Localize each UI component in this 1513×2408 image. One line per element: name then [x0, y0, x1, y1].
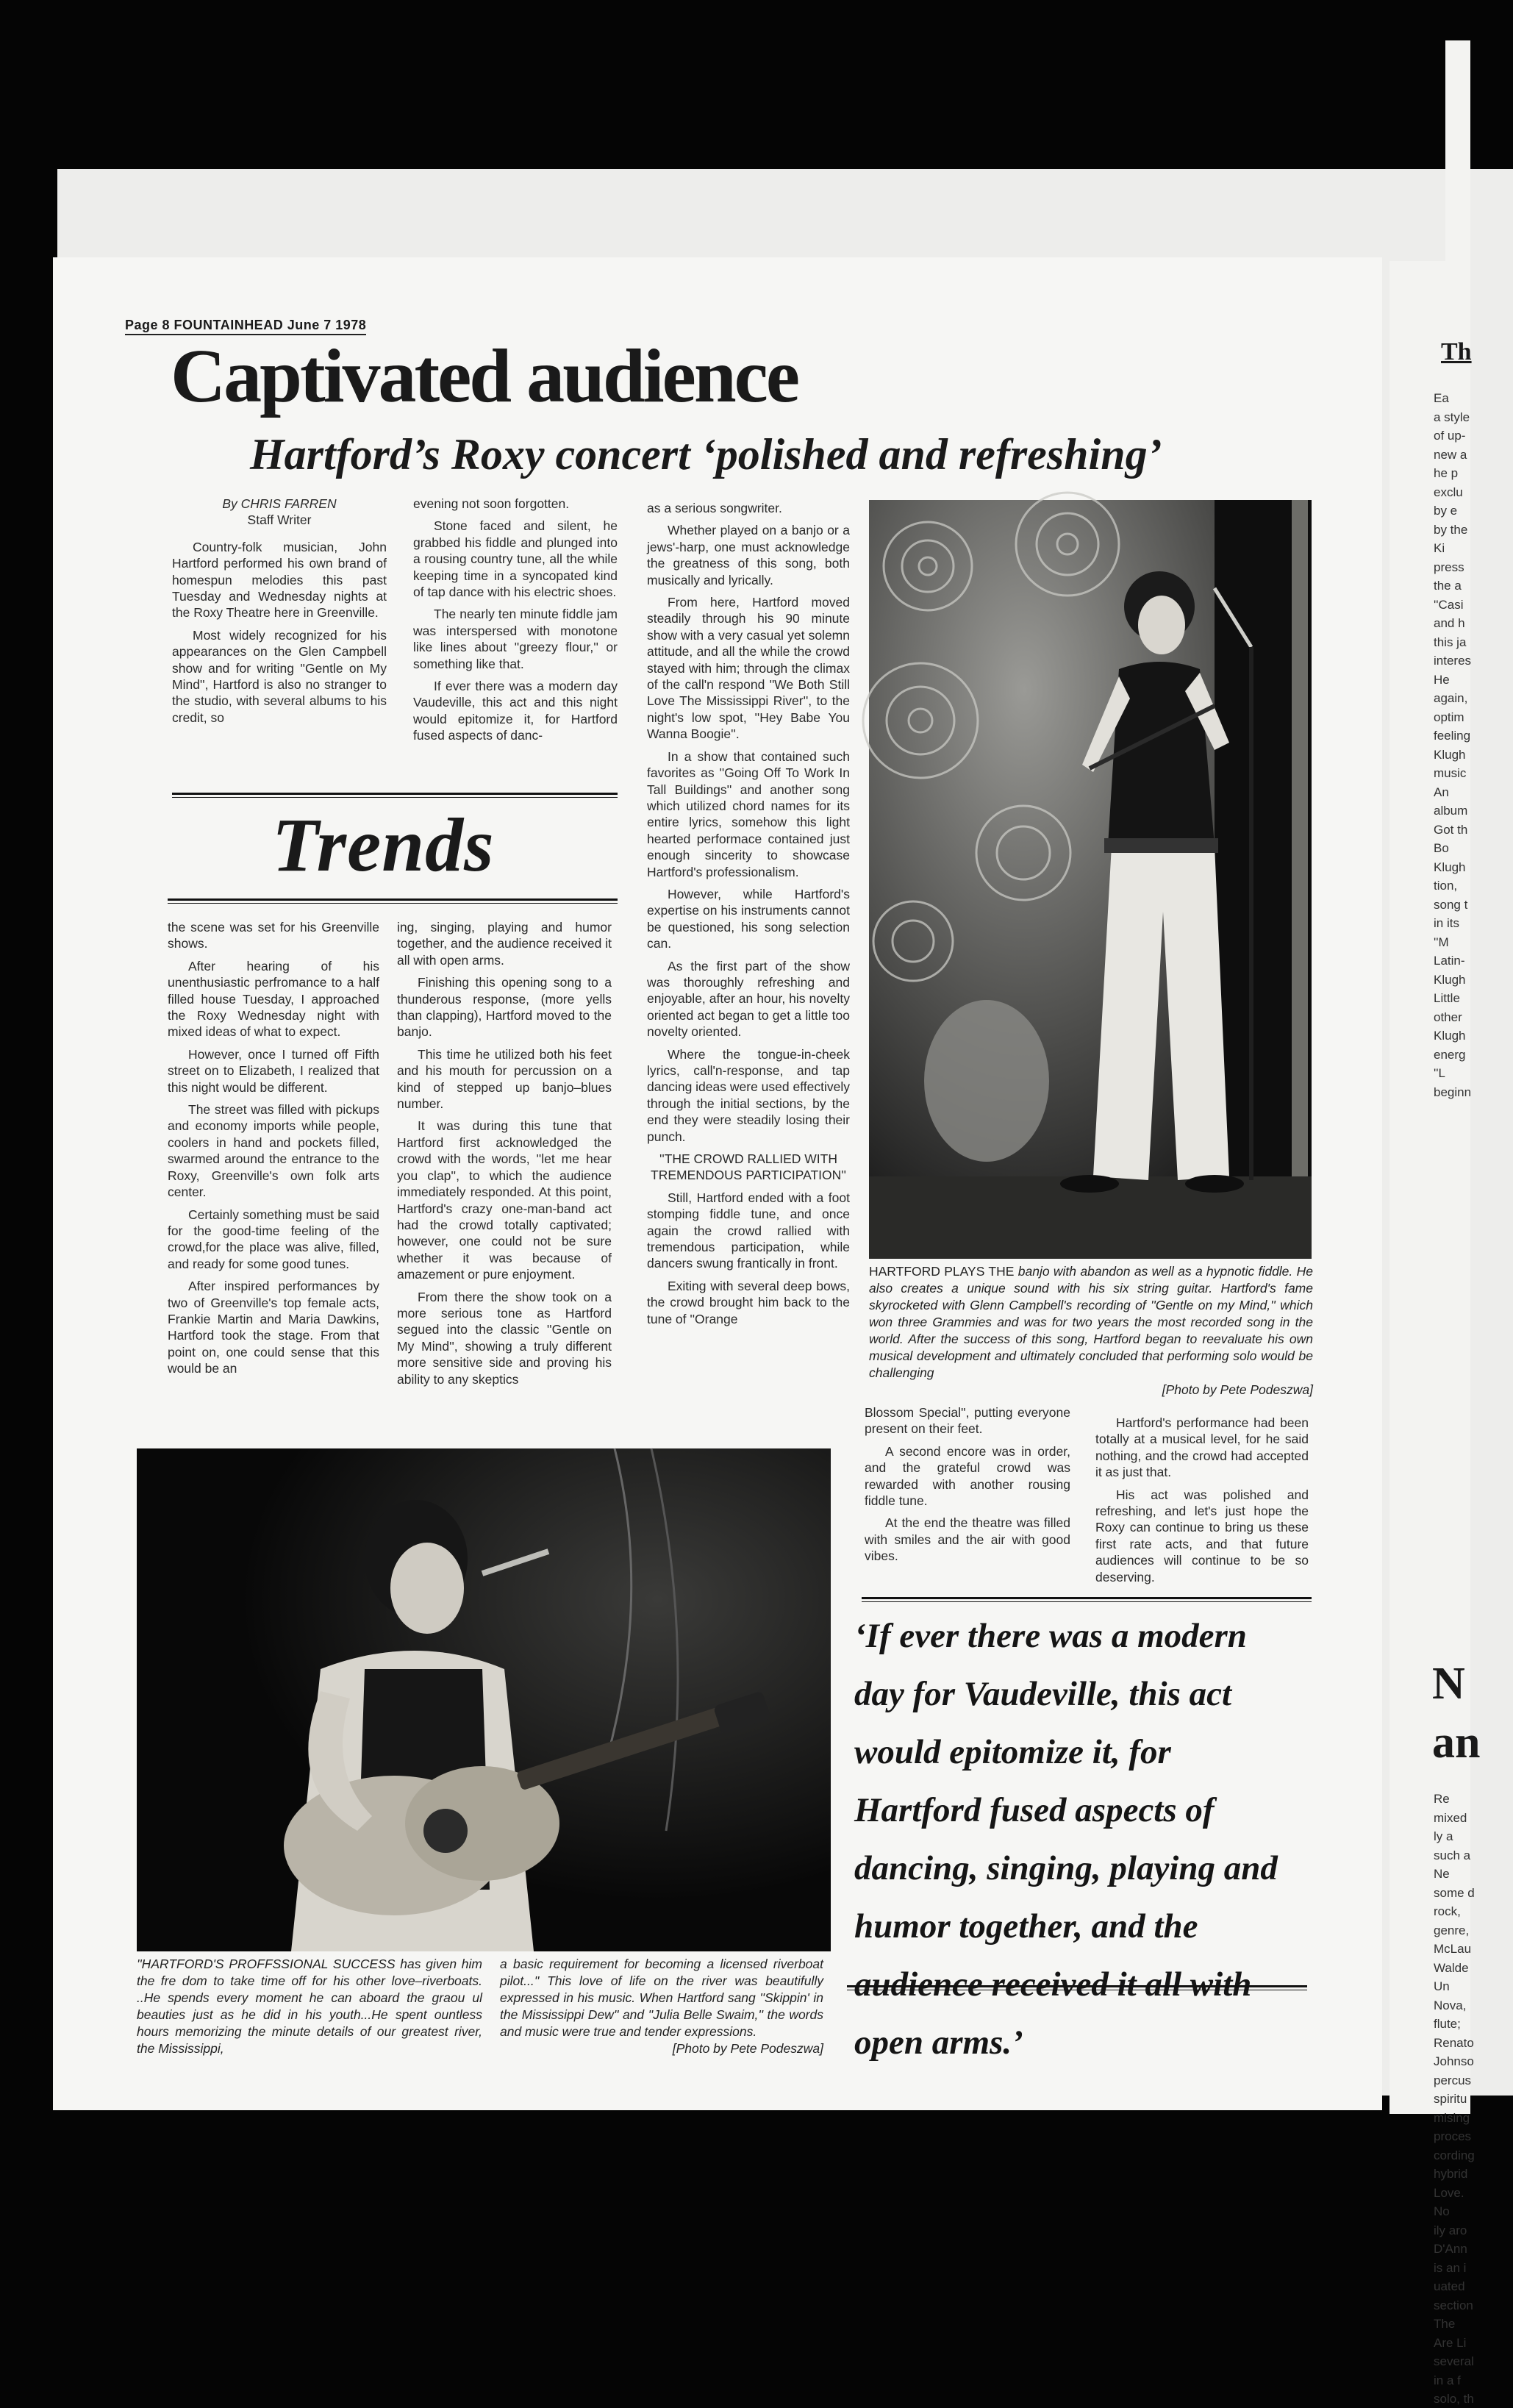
concert-photo-fiddle	[869, 500, 1312, 1259]
paragraph: After inspired performances by two of Greenville's top female acts, Frankie Martin and Maria Dawkins, Hartford took the stage. From that point on, one could sense that this would be an	[168, 1279, 379, 1376]
adjacent-text-line: mixed	[1434, 1810, 1467, 1825]
adjacent-text-line: mising	[1434, 2110, 1470, 2125]
adjacent-page	[1389, 261, 1481, 2406]
paragraph: Whether played on a banjo or a jews'-harp, one must acknowledge the greatness of this song, both musically and lyrically.	[647, 523, 850, 587]
adjacent-text-line: beginn	[1434, 1085, 1472, 1099]
caption-text: a basic requirement for becoming a licensed riverboat pilot...'' This love of life on the river was beautifully expressed in his music. When Hartford sang ''Skippin' in the Mississippi Dew'' and ''Julia Belle Swaim,'' the words and music were true and tender expressions.	[500, 1957, 823, 2039]
adjacent-text-line: Little	[1434, 991, 1460, 1005]
adjacent-text-line: section	[1434, 2298, 1473, 2312]
adjacent-text-line: ly a	[1434, 1829, 1453, 1843]
paragraph: Country-folk musician, John Hartford performed his own brand of homespun melodies this past Tuesday and Wednesday nights at the Roxy Theatre here in Greenville.	[172, 539, 387, 621]
photo-credit: [Photo by Pete Podeszwa]	[1162, 1382, 1313, 1397]
adjacent-text-line: The	[1434, 2317, 1456, 2331]
paragraph: Most widely recognized for his appearances on the Glen Campbell show and for writing ''Gentle on My Mind'', Hartford is also no stranger to the studio, with several albums to his credit, so	[172, 627, 387, 725]
adjacent-text-line: Latin-	[1434, 954, 1465, 968]
adjacent-text-line: ily aro	[1434, 2223, 1467, 2237]
adjacent-text-line: Renato	[1434, 2035, 1474, 2050]
adjacent-text-line: tion,	[1434, 879, 1458, 893]
byline-author: By CHRIS FARREN	[222, 496, 337, 511]
adjacent-text-line: solo, th	[1434, 2392, 1474, 2406]
adjacent-text-line: optim	[1434, 710, 1464, 724]
adjacent-text-line: in its	[1434, 916, 1459, 930]
photo-caption-fiddle	[869, 1263, 1313, 1398]
adjacent-text-line: exclu	[1434, 485, 1463, 499]
paragraph: Stone faced and silent, he grabbed his fiddle and plunged into a rousing country tune, all the while keeping time in a syncopated kind of tap dance with his electric shoes.	[413, 518, 618, 600]
adjacent-text-line: the a	[1434, 579, 1462, 593]
adjacent-text-line: ''Casi	[1434, 597, 1464, 612]
adjacent-text-line: McLau	[1434, 1942, 1472, 1956]
concert-photo-fiddle-image	[869, 500, 1312, 1259]
adjacent-text-line: music	[1434, 766, 1467, 780]
adjacent-text-line: ''M	[1434, 935, 1449, 949]
paragraph: As the first part of the show was thoroughly refreshing and enjoyable, after an hour, his novelty oriented act began to get a little too novelty oriented.	[647, 958, 850, 1040]
adjacent-text-line: Klugh	[1434, 860, 1466, 874]
paragraph: evening not soon forgotten.	[413, 496, 570, 511]
paragraph: Blossom Special'', putting everyone present on their feet.	[865, 1405, 1070, 1437]
adjacent-text-line: other	[1434, 1010, 1462, 1024]
paragraph: ing, singing, playing and humor together, and the audience received it all with open arms.	[397, 920, 612, 968]
adjacent-text-line: Klugh	[1434, 972, 1466, 987]
adjacent-text-line: interes	[1434, 654, 1472, 668]
photo-credit: [Photo by Pete Podeszwa]	[672, 2041, 823, 2056]
paragraph: Hartford's performance had been totally at a musical level, for he said nothing, and the crowd had accepted it as just that.	[1095, 1415, 1309, 1480]
adjacent-text-line: cording	[1434, 2148, 1475, 2162]
crosshead: ''THE CROWD RALLIED WITH TREMENDOUS PARTICIPATION''	[651, 1151, 846, 1183]
adjacent-text-line: Walde	[1434, 1960, 1469, 1975]
adjacent-text-line: and h	[1434, 616, 1465, 630]
adjacent-text-line: rock,	[1434, 1904, 1461, 1918]
adjacent-text-line: is an i	[1434, 2260, 1467, 2275]
adjacent-text-line: song t	[1434, 897, 1468, 912]
article-column-2-top	[413, 496, 618, 744]
adjacent-text-line: Johnso	[1434, 2054, 1474, 2068]
photo-caption-guitar-a: ''HARTFORD'S PROFFSSIONAL SUCCESS has given him the fre dom to take time off for his other love–riverboats. ..He spends every moment he can aboard the graou ul beauties just as he did in his youth...He spent ountless hours memorizing the minute details of our greatest river, the Mississippi,	[137, 1957, 482, 2056]
subheadline: Hartford’s Roxy concert ‘polished and refreshing’	[250, 430, 1162, 479]
paragraph: At the end the theatre was filled with smiles and the air with good vibes.	[865, 1515, 1070, 1564]
adjacent-text-line: flute;	[1434, 2017, 1461, 2031]
adjacent-text-line: Ea	[1434, 391, 1449, 405]
adjacent-text-line: uated	[1434, 2279, 1465, 2293]
adjacent-text-line: by e	[1434, 504, 1458, 518]
article-column-5	[1095, 1415, 1309, 1585]
paragraph: Exiting with several deep bows, the crowd brought him back to the tune of ''Orange	[647, 1278, 850, 1326]
paragraph: Certainly something must be said for the good-time feeling of the crowd,for the place was alive, filled, and ready for some good tunes.	[168, 1207, 379, 1271]
page-corner	[1445, 40, 1470, 261]
article-column-2-bottom	[397, 919, 612, 1387]
adjacent-text-line: several	[1434, 2354, 1474, 2368]
adjacent-text-line: feeling	[1434, 729, 1471, 743]
adjacent-text-line: energ	[1434, 1047, 1466, 1062]
paragraph: Still, Hartford ended with a foot stomping fiddle tune, and once again the crowd rallied with tremendous participation, while dancers swung frantically in front.	[647, 1190, 850, 1271]
adjacent-text-line: this ja	[1434, 635, 1467, 649]
adjacent-text-line: Bo	[1434, 841, 1449, 855]
article-column-4	[865, 1404, 1070, 1565]
concert-photo-guitar-image	[137, 1448, 831, 1951]
byline-role: Staff Writer	[247, 512, 312, 528]
adjacent-text-line: Un	[1434, 1979, 1450, 1993]
adjacent-text-line: Klugh	[1434, 747, 1466, 762]
adjacent-text-line: No	[1434, 2204, 1450, 2218]
photo-caption-guitar-b	[500, 1956, 823, 2057]
paragraph: A second encore was in order, and the grateful crowd was rewarded with another rousing fiddle tune.	[865, 1443, 1070, 1509]
headline: Captivated audience	[171, 334, 798, 418]
adjacent-text-line: again,	[1434, 691, 1468, 705]
adjacent-text-line: Klugh	[1434, 1029, 1466, 1043]
paragraph: If ever there was a modern day Vaudeville, this act and this night would epitomize it, for Hartford fused aspects of danc-	[413, 679, 618, 743]
adjacent-text-line: by the	[1434, 522, 1468, 537]
adjacent-text-line: album	[1434, 804, 1468, 818]
adjacent-headline-fragment: an	[1432, 1718, 1481, 1768]
paragraph: the scene was set for his Greenville shows.	[168, 920, 379, 951]
adjacent-text-line: Love.	[1434, 2185, 1464, 2200]
adjacent-text-line: ''L	[1434, 1066, 1445, 1080]
paragraph: However, once I turned off Fifth street on to Elizabeth, I realized that this night would be different.	[168, 1046, 379, 1095]
adjacent-text-line: he p	[1434, 466, 1459, 480]
adjacent-text-line: He	[1434, 672, 1450, 687]
caption-lead: HARTFORD PLAYS THE	[869, 1264, 1015, 1279]
adjacent-text-line: in a f	[1434, 2373, 1461, 2387]
paragraph: His act was polished and refreshing, and let's just hope the Roxy can continue to bring us these first rate acts, and that future audiences will continue to be so deserving.	[1095, 1487, 1309, 1585]
adjacent-text-line: such a	[1434, 1848, 1471, 1862]
section-title: Trends	[272, 803, 495, 887]
adjacent-text-line: Ne	[1434, 1867, 1450, 1881]
adjacent-text-line: An	[1434, 785, 1449, 799]
adjacent-text-line: Nova,	[1434, 1998, 1467, 2012]
paragraph: After hearing of his unenthusiastic perfromance to a half filled house Tuesday, I approached the Roxy Wednesday night with mixed ideas of what to expect.	[168, 958, 379, 1040]
adjacent-text-line: of up-	[1434, 429, 1466, 443]
paragraph: This time he utilized both his feet and his mouth for percussion on a kind of stepped up banjo–blues number.	[397, 1046, 612, 1112]
adjacent-text-line: Got th	[1434, 822, 1468, 837]
adjacent-text-line: proces	[1434, 2129, 1472, 2143]
paragraph: From here, Hartford moved steadily through his 90 minute show with a very casual yet solemn attitude, and all the while the crowd stayed with him; through the climax of the call'n respond ''We Both Still Love The Mississippi River'', to the night's low spot, ''Hey Babe You Wanna Boogie''.	[647, 595, 850, 742]
adjacent-text-line: new a	[1434, 447, 1467, 462]
paragraph: as a serious songwriter.	[647, 501, 782, 515]
concert-photo-guitar	[137, 1448, 831, 1951]
paragraph: From there the show took on a more serious tone as Hartford segued into the classic ''Gentle on My Mind'', showing a truly different more sensitive side and proving his ability to any skeptics	[397, 1289, 612, 1387]
adjacent-text-line: spiritu	[1434, 2092, 1467, 2106]
paragraph: The nearly ten minute fiddle jam was interspersed with monotone like lines about ''greezy flour,'' or something like that.	[413, 607, 618, 671]
page-folio: Page 8 FOUNTAINHEAD June 7 1978	[125, 318, 366, 335]
adjacent-text-line: Re	[1434, 1792, 1450, 1806]
paragraph: The street was filled with pickups and economy imports while people, coolers in hand and pockets filled, swarmed around the entrance to the Roxy, Greenville's own folk arts center.	[168, 1102, 379, 1200]
adjacent-text-line: percus	[1434, 2073, 1472, 2087]
paragraph: It was during this tune that Hartford first acknowledged the crowd with the words, ''let me hear you clap'', to which the audience immediately responded. At this point, Hartford's crazy one-man-band act had the crowd totally captivated; however, one could not be sure whether it was because of amazement or pure enjoyment.	[397, 1118, 612, 1282]
adjacent-text-line: a style	[1434, 410, 1470, 424]
paragraph: In a show that contained such favorites as ''Going Off To Work In Tall Buildings'' and another song which utilized chord names for its entire lyrics, somehow this light hearted performace contained just enough sincerity to showcase Hartford's professionalism.	[647, 749, 850, 879]
section-rule-bottom	[168, 898, 618, 904]
pull-quote-rule-top	[862, 1597, 1312, 1602]
adjacent-title-fragment: Th	[1441, 338, 1472, 365]
pull-quote-rule-bottom	[847, 1985, 1307, 1990]
paragraph: Where the tongue-in-cheek lyrics, call'n-response, and tap dancing ideas were used effectively through the initial sections, by the end they were steadily losing their punch.	[647, 1046, 850, 1144]
article-column-3	[647, 500, 850, 1327]
section-rule-top	[172, 793, 618, 798]
adjacent-text-line: press	[1434, 560, 1464, 574]
adjacent-text-line: Ki	[1434, 541, 1445, 555]
adjacent-text-line: some d	[1434, 1885, 1475, 1900]
adjacent-text-line: genre,	[1434, 1923, 1470, 1937]
caption-text: banjo with abandon as well as a hypnotic fiddle. He also creates a unique sound with his six string guitar. Hartford's fame skyrocketed with Glenn Campbell's recording of ''Gentle on my Mind,'' which won three Grammies and was for two years the most recorded song in the world. After the success of this song, Hartford began to reevaluate his own musical development and ultimately concluded that performing solo would be challenging	[869, 1264, 1313, 1380]
adjacent-text-line: D'Ann	[1434, 2242, 1467, 2256]
article-column-1-bottom	[168, 919, 379, 1377]
article-column-1-top	[172, 496, 387, 726]
adjacent-headline-fragment: N	[1432, 1659, 1465, 1709]
paragraph: Finishing this opening song to a thunderous response, (more yells than clapping), Hartford moved to the banjo.	[397, 975, 612, 1040]
pull-quote: ‘If ever there was a modern day for Vaudeville, this act would epitomize it, for Hartford fused aspects of dancing, singing, playing and humor together, and the audience received it all with open arms.’	[854, 1617, 1278, 2062]
paragraph: However, while Hartford's expertise on his instruments cannot be questioned, his song selection can.	[647, 886, 850, 951]
adjacent-text-line: hybrid	[1434, 2167, 1468, 2181]
adjacent-text-line: Are Li	[1434, 2335, 1467, 2350]
